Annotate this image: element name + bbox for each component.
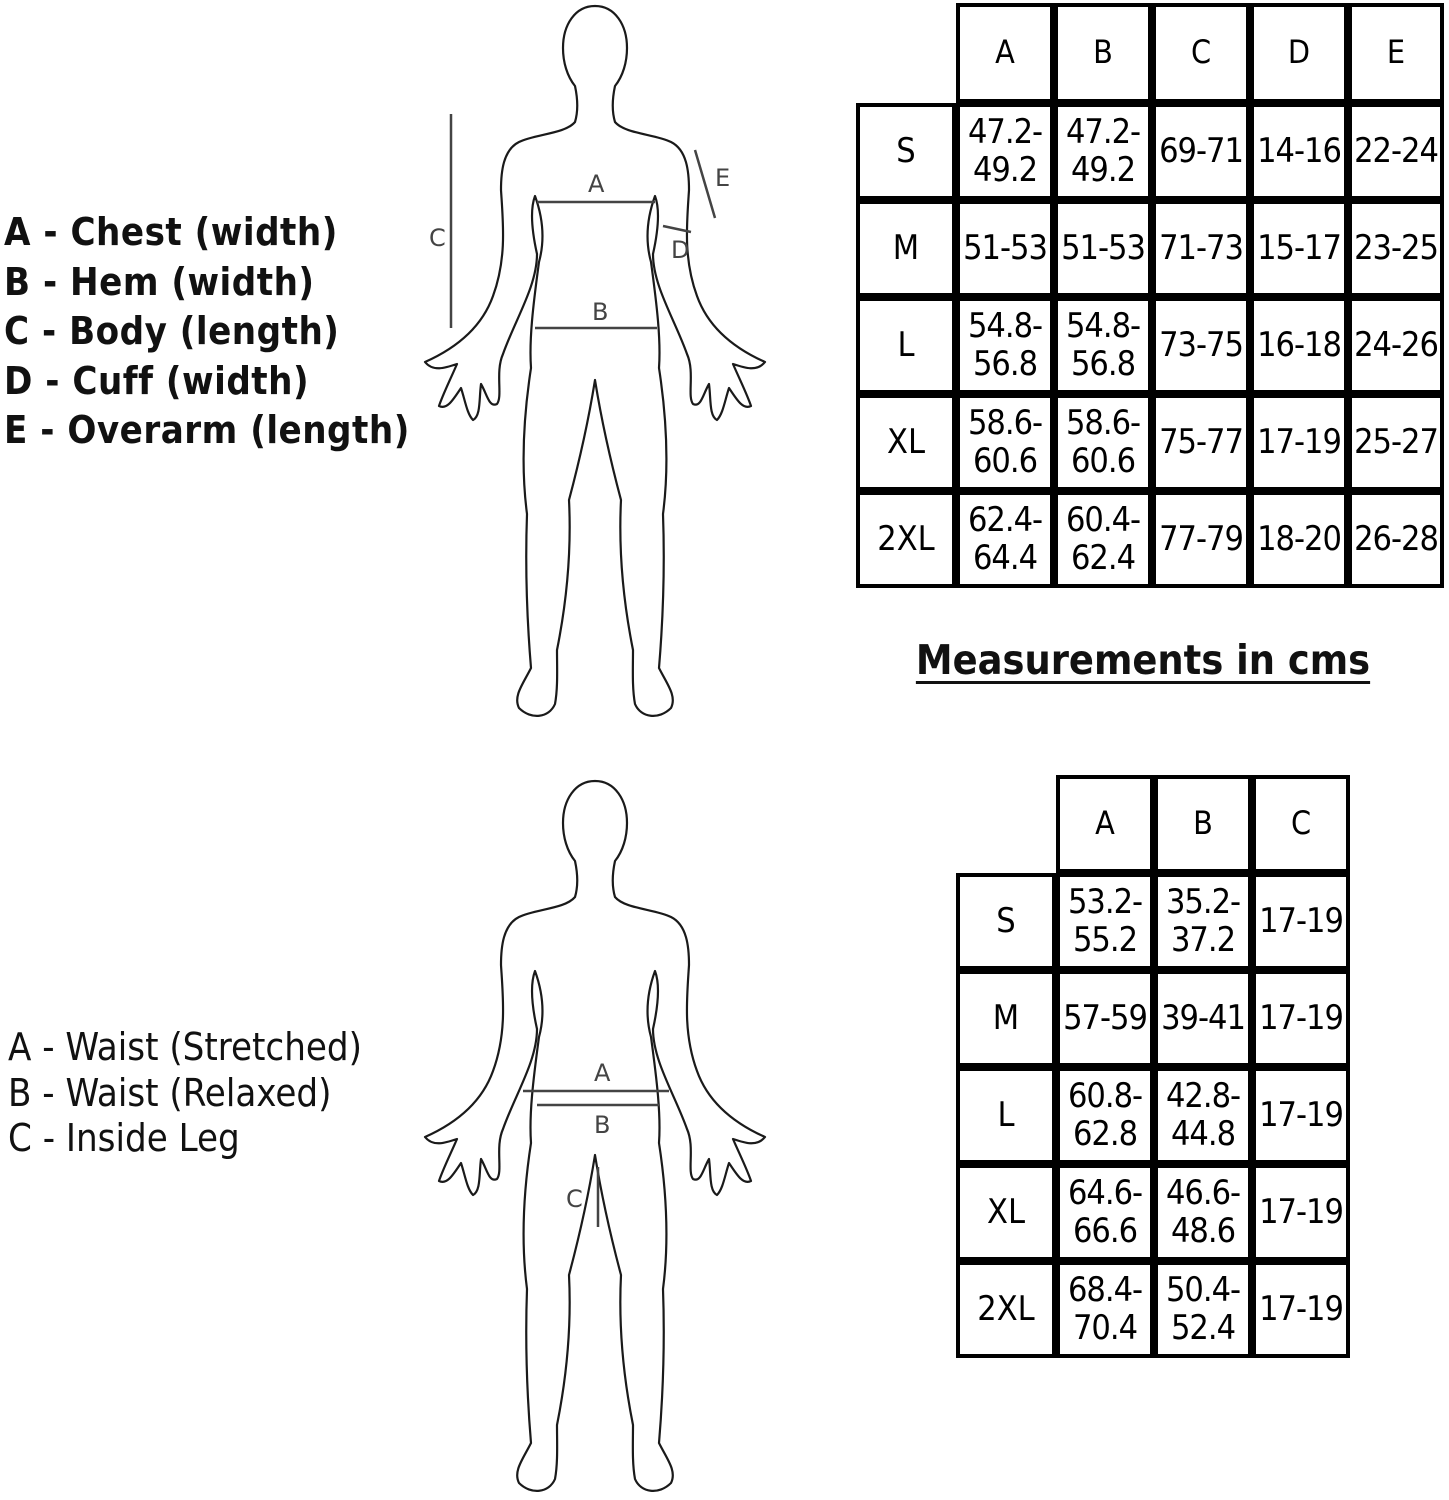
legend-item-cuff: D - Cuff (width) [4, 358, 310, 403]
table-cell: 25-27 [1348, 394, 1444, 491]
table-cell: 57-59 [1056, 970, 1154, 1067]
table-cell: 23-25 [1348, 200, 1444, 297]
legend-item-hem: B - Hem (width) [4, 259, 315, 304]
row-size-label: XL [856, 394, 956, 491]
table-cell: 47.2- 49.2 [956, 103, 1054, 200]
row-size-label: M [956, 970, 1056, 1067]
table-cell: 73-75 [1152, 297, 1250, 394]
table-cell: 54.8- 56.8 [1054, 297, 1152, 394]
bottom-measurement-legend [8, 1025, 362, 1162]
table-cell: 17-19 [1252, 1261, 1350, 1358]
table-cell: 77-79 [1152, 491, 1250, 588]
table-cell: 53.2- 55.2 [1056, 873, 1154, 970]
table-cell: 58.6- 60.6 [956, 394, 1054, 491]
legend-item-waist-relaxed: B - Waist (Relaxed) [8, 1070, 332, 1115]
table-cell: 17-19 [1252, 1067, 1350, 1164]
table-cell: 54.8- 56.8 [956, 297, 1054, 394]
column-header-c: C [1152, 3, 1250, 103]
figure-label-b: B [594, 1111, 611, 1139]
column-header-c: C [1252, 775, 1350, 873]
table-row [856, 394, 1444, 491]
table-cell: 35.2- 37.2 [1154, 873, 1252, 970]
column-header-d: D [1250, 3, 1348, 103]
table-cell: 24-26 [1348, 297, 1444, 394]
row-size-label: L [856, 297, 956, 394]
table-row [856, 297, 1444, 394]
column-header-a: A [956, 3, 1054, 103]
table-cell: 17-19 [1250, 394, 1348, 491]
row-size-label: 2XL [956, 1261, 1056, 1358]
figure-label-a: A [594, 1059, 611, 1087]
table-cell: 47.2- 49.2 [1054, 103, 1152, 200]
table-row [956, 970, 1350, 1067]
table-header-row [856, 3, 1444, 103]
table-header-row [956, 775, 1350, 873]
table-cell: 22-24 [1348, 103, 1444, 200]
figure-label-c: C [429, 224, 446, 252]
row-size-label: XL [956, 1164, 1056, 1261]
table-cell: 42.8- 44.8 [1154, 1067, 1252, 1164]
figure-label-c: C [566, 1185, 583, 1213]
table-cell: 60.4- 62.4 [1054, 491, 1152, 588]
table-cell: 17-19 [1252, 873, 1350, 970]
table-cell: 26-28 [1348, 491, 1444, 588]
column-header-a: A [1056, 775, 1154, 873]
figure-label-a: A [588, 170, 605, 198]
table-row [856, 200, 1444, 297]
bottom-size-table [956, 775, 1350, 1358]
table-cell: 60.8- 62.8 [1056, 1067, 1154, 1164]
measure-line-e [695, 150, 715, 218]
figure-label-d: D [671, 236, 690, 264]
legend-item-chest: A - Chest (width) [4, 210, 338, 254]
table-cell: 62.4- 64.4 [956, 491, 1054, 588]
table-corner [956, 775, 1056, 873]
table-cell: 16-18 [1250, 297, 1348, 394]
column-header-e: E [1348, 3, 1444, 103]
row-size-label: S [956, 873, 1056, 970]
legend-item-overarm: E - Overarm (length) [4, 408, 410, 452]
table-cell: 58.6- 60.6 [1054, 394, 1152, 491]
legend-item-inside-leg: C - Inside Leg [8, 1116, 240, 1160]
figure-label-e: E [715, 164, 731, 192]
table-cell: 46.6- 48.6 [1154, 1164, 1252, 1261]
table-cell: 17-19 [1252, 970, 1350, 1067]
table-row [956, 873, 1350, 970]
figure-label-b: B [592, 298, 609, 326]
table-cell: 69-71 [1152, 103, 1250, 200]
legend-item-waist-stretched: A - Waist (Stretched) [8, 1025, 362, 1069]
body-outline-top [425, 6, 765, 716]
table-cell: 18-20 [1250, 491, 1348, 588]
top-body-figure [415, 0, 775, 725]
column-header-b: B [1054, 3, 1152, 103]
table-cell: 51-53 [1054, 200, 1152, 297]
column-header-b: B [1154, 775, 1252, 873]
legend-item-body: C - Body (length) [4, 309, 340, 353]
top-measurement-legend [4, 208, 410, 456]
table-row [856, 103, 1444, 200]
table-row [856, 491, 1444, 588]
table-cell: 64.6- 66.6 [1056, 1164, 1154, 1261]
table-row [956, 1164, 1350, 1261]
table-cell: 51-53 [956, 200, 1054, 297]
row-size-label: S [856, 103, 956, 200]
row-size-label: 2XL [856, 491, 956, 588]
table-cell: 75-77 [1152, 394, 1250, 491]
table-cell: 17-19 [1252, 1164, 1350, 1261]
table-cell: 15-17 [1250, 200, 1348, 297]
table-cell: 68.4- 70.4 [1056, 1261, 1154, 1358]
table-cell: 14-16 [1250, 103, 1348, 200]
table-row [956, 1261, 1350, 1358]
top-size-table [856, 3, 1444, 588]
row-size-label: M [856, 200, 956, 297]
table-corner [856, 3, 956, 103]
table-cell: 50.4- 52.4 [1154, 1261, 1252, 1358]
bottom-body-figure [415, 775, 775, 1500]
units-caption: Measurements in cms [915, 636, 1371, 684]
table-row [956, 1067, 1350, 1164]
table-cell: 71-73 [1152, 200, 1250, 297]
row-size-label: L [956, 1067, 1056, 1164]
table-cell: 39-41 [1154, 970, 1252, 1067]
